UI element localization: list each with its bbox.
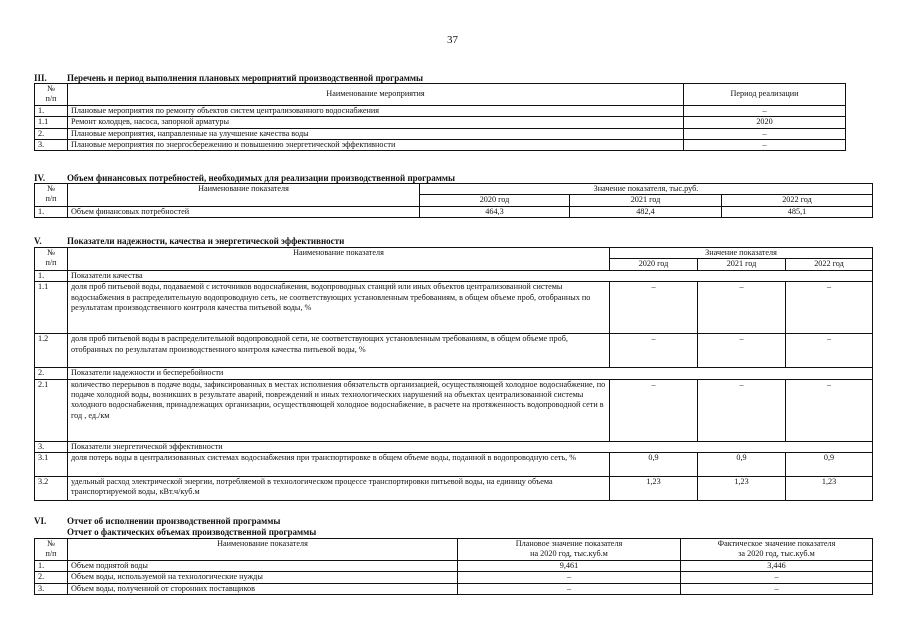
row-value-2021: –: [698, 334, 786, 368]
row-number: 1.1: [35, 282, 68, 334]
table-row: [35, 282, 873, 334]
section-3-title: Перечень и период выполнения плановых мероприятий производственной программы: [67, 73, 424, 83]
header-num-label: №: [47, 248, 55, 257]
row-fact: –: [681, 583, 873, 594]
table-row: [35, 140, 846, 151]
header-num: [35, 248, 68, 271]
row-fact: –: [681, 572, 873, 583]
section-5-title: Показатели надежности, качества и энергетической эффективности: [67, 236, 345, 246]
table-header: [35, 248, 873, 259]
header-year: 2022 год: [786, 259, 873, 270]
row-value-2021: –: [698, 379, 786, 441]
row-number: 1.2: [35, 334, 68, 368]
row-name: доля проб питьевой воды, подаваемой с источников водоснабжения, водопроводных станций или иных объектов централизованной системы водоснабжения в распределительную водопроводную сеть, не соответствующих установленным требованиям, в общем объеме проб, отобранных по результатам производственного контроля качества питьевой воды, %: [68, 282, 610, 334]
section-3-number: III.: [34, 73, 47, 83]
header-num: [35, 539, 68, 561]
header-plan-label2: на 2020 год, тыс.куб.м: [530, 549, 608, 559]
row-value-2022: –: [786, 334, 873, 368]
row-number: 3.: [35, 441, 68, 452]
section-4-number: IV.: [34, 173, 46, 183]
header-fact: [681, 539, 873, 561]
row-number: 3.2: [35, 477, 68, 501]
row-name: Показатели качества: [68, 270, 873, 281]
row-value-2021: 482,4: [570, 206, 722, 217]
table-row: [35, 477, 873, 501]
row-number: 1.1: [35, 117, 68, 128]
header-plan: [458, 539, 681, 561]
header-num: [35, 84, 68, 106]
table-row: [35, 379, 873, 441]
header-value: Значение показателя: [610, 248, 873, 259]
header-num-label: №: [47, 539, 55, 548]
row-number: 1.: [35, 560, 68, 571]
section-3-heading: [34, 73, 423, 83]
row-number: 1.: [35, 206, 68, 217]
row-name: Показатели надежности и бесперебойности: [68, 368, 873, 379]
row-name: количество перерывов в подаче воды, зафиксированных в местах исполнения обязательств организацией, осуществляющей холодное водоснабжение, по подаче холодной воды, возникших в результате аварий, повреждений и иных технологических нарушений на объектах централизованной системы холодного водоснабжения, принадлежащих организации, осуществляющей холодное водоснабжение, в расчете на протяженность водопроводной сети в год , ед./км: [68, 379, 610, 441]
header-num-label2: п/п: [45, 258, 57, 268]
row-value-2021: 0,9: [698, 453, 786, 477]
header-num-label2: п/п: [45, 549, 57, 559]
header-plan-label: Плановое значение показателя: [515, 539, 623, 548]
header-num-label2: п/п: [45, 94, 57, 104]
header-name: Наименование показателя: [68, 539, 458, 561]
table-row: [35, 206, 873, 217]
row-plan: –: [458, 583, 681, 594]
row-name: Ремонт колодцев, насоса, запорной арматуры: [68, 117, 684, 128]
section-6-title: Отчет об исполнении производственной программы: [67, 516, 281, 526]
row-number: 3.1: [35, 453, 68, 477]
table-row: [35, 334, 873, 368]
row-number: 2.: [35, 368, 68, 379]
row-period: –: [684, 140, 846, 151]
row-value-2020: –: [610, 334, 698, 368]
page-number: 37: [447, 34, 458, 46]
section-5-heading: [34, 236, 344, 246]
header-year: 2020 год: [610, 259, 698, 270]
section-6-subtitle: Отчет о фактических объемах производственной программы: [67, 527, 317, 537]
header-year: 2021 год: [698, 259, 786, 270]
row-plan: –: [458, 572, 681, 583]
table-header: [35, 84, 846, 106]
table-group-row: [35, 368, 873, 379]
row-period: 2020: [684, 117, 846, 128]
header-fact-label2: за 2020 год, тыс.куб.м: [738, 549, 815, 559]
row-value-2022: –: [786, 282, 873, 334]
table-header: [35, 539, 873, 561]
section-6-number: VI.: [34, 516, 47, 526]
header-year: 2021 год: [570, 195, 722, 206]
header-period: Период реализации: [684, 84, 846, 106]
row-value-2022: 1,23: [786, 477, 873, 501]
row-value-2020: –: [610, 282, 698, 334]
row-name: удельный расход электрической энергии, потребляемой в технологическом процессе транспортировки питьевой воды, на единицу объема транспортируемой воды, кВт.ч/куб.м: [68, 477, 610, 501]
header-fact-label: Фактическое значение показателя: [717, 539, 836, 548]
row-name: Плановые мероприятия по энергосбережению и повышению энергетической эффективности: [68, 140, 684, 151]
row-number: 3.: [35, 583, 68, 594]
report-table: [34, 538, 873, 595]
header-num-label: №: [47, 184, 55, 193]
row-name: доля проб питьевой воды в распределительной водопроводной сети, не соответствующих установленным требованиям, в общем объеме проб, отобранных по результатам производственного контроля качества питьевой воды, %: [68, 334, 610, 368]
header-name: Наименование показателя: [68, 248, 610, 271]
indicators-table: [34, 247, 873, 501]
table-row: [35, 453, 873, 477]
row-value-2020: 464,3: [420, 206, 570, 217]
table-group-row: [35, 270, 873, 281]
header-value: Значение показателя, тыс.руб.: [420, 184, 873, 195]
table-header: [35, 184, 873, 195]
table-row: [35, 128, 846, 139]
row-name: Объем воды, полученной от сторонних поставщиков: [68, 583, 458, 594]
row-value-2021: –: [698, 282, 786, 334]
section-6-heading: [34, 516, 280, 526]
header-num-label2: п/п: [45, 194, 57, 204]
row-name: Показатели энергетической эффективности: [68, 441, 873, 452]
row-number: 2.: [35, 128, 68, 139]
row-number: 1.: [35, 270, 68, 281]
table-row: [35, 117, 846, 128]
row-name: Плановые мероприятия, направленные на улучшение качества воды: [68, 128, 684, 139]
row-name: Плановые мероприятия по ремонту объектов систем централизованного водоснабжения: [68, 105, 684, 116]
row-number: 2.: [35, 572, 68, 583]
section-4-title: Объем финансовых потребностей, необходимых для реализации производственной программы: [67, 173, 456, 183]
row-name: доля потерь воды в централизованных системах водоснабжения при транспортировке в общем объеме воды, поданной в водопроводную сеть, %: [68, 453, 610, 477]
row-number: 2.1: [35, 379, 68, 441]
row-value-2022: 0,9: [786, 453, 873, 477]
header-year: 2020 год: [420, 195, 570, 206]
row-value-2020: 0,9: [610, 453, 698, 477]
row-name: Объем воды, используемой на технологические нужды: [68, 572, 458, 583]
row-name: Объем финансовых потребностей: [68, 206, 420, 217]
header-name: Наименование показателя: [68, 184, 420, 207]
row-name: Объем поднятой воды: [68, 560, 458, 571]
financial-table: [34, 183, 873, 218]
row-number: 3.: [35, 140, 68, 151]
row-value-2020: –: [610, 379, 698, 441]
section-5-number: V.: [34, 236, 42, 246]
table-row: [35, 560, 873, 571]
row-period: –: [684, 128, 846, 139]
row-value-2022: –: [786, 379, 873, 441]
header-num-label: №: [47, 84, 55, 93]
row-fact: 3,446: [681, 560, 873, 571]
table-row: [35, 105, 846, 116]
table-row: [35, 572, 873, 583]
table-group-row: [35, 441, 873, 452]
row-value-2022: 485,1: [722, 206, 873, 217]
row-value-2020: 1,23: [610, 477, 698, 501]
table-row: [35, 583, 873, 594]
header-name: Наименование мероприятия: [68, 84, 684, 106]
row-value-2021: 1,23: [698, 477, 786, 501]
activities-table: [34, 83, 846, 151]
row-plan: 9,461: [458, 560, 681, 571]
row-number: 1.: [35, 105, 68, 116]
header-num: [35, 184, 68, 207]
row-period: –: [684, 105, 846, 116]
header-year: 2022 год: [722, 195, 873, 206]
section-4-heading: [34, 173, 455, 183]
